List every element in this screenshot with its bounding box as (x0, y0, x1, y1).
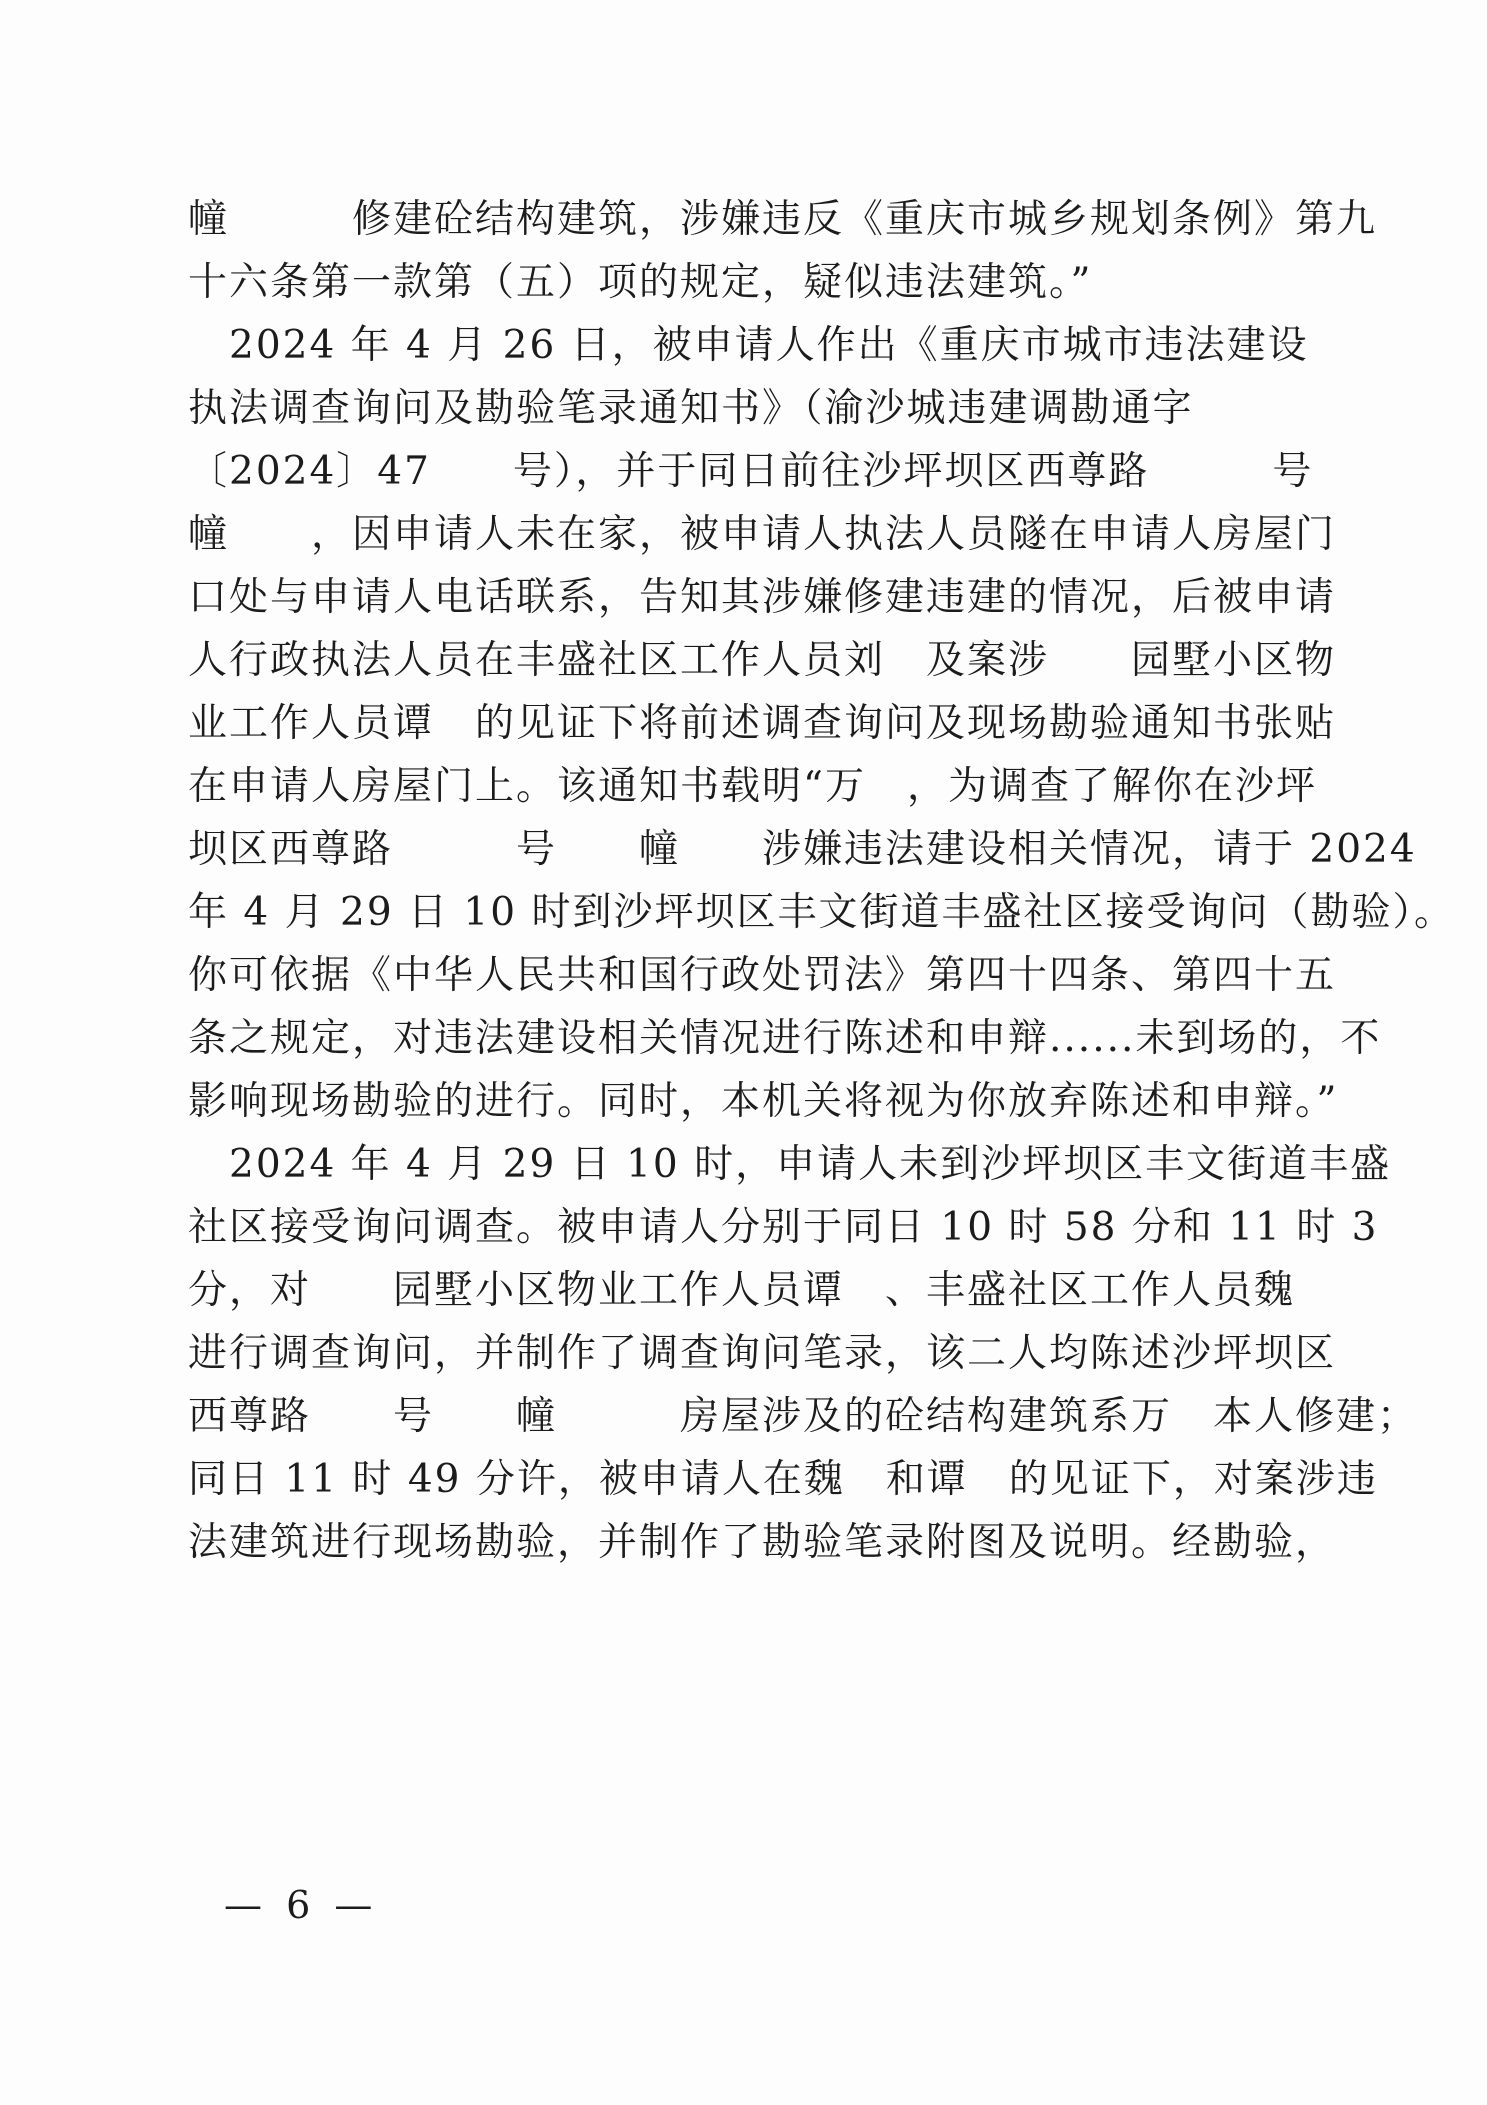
text-line: 2024 年 4 月 26 日，被申请人作出《重庆市城市违法建设 (188, 323, 1309, 368)
text-line: 坝区西尊路 号 幢 涉嫌违法建设相关情况，请于 2024 (188, 827, 1417, 872)
text-line: 年 4 月 29 日 10 时到沙坪坝区丰文街道丰盛社区接受询问（勘验）。 (188, 890, 1455, 935)
text-line: 业工作人员谭 的见证下将前述调查询问及现场勘验通知书张贴 (188, 701, 1337, 746)
text-line: 法建筑进行现场勘验，并制作了勘验笔录附图及说明。经勘验， (188, 1520, 1337, 1565)
text-line: 西尊路 号 幢 房屋涉及的砼结构建筑系万 本人修建； (188, 1394, 1419, 1439)
text-line: 执法调查询问及勘验笔录通知书》（渝沙城违建调勘通字 (188, 386, 1194, 431)
text-line: 社区接受询问调查。被申请人分别于同日 10 时 58 分和 11 时 3 (188, 1205, 1379, 1250)
text-line: 幢 ，因申请人未在家，被申请人执法人员隧在申请人房屋门 (188, 512, 1337, 557)
text-line: 进行调查询问，并制作了调查询问笔录，该二人均陈述沙坪坝区 (188, 1331, 1337, 1376)
text-line: 同日 11 时 49 分许，被申请人在魏 和谭 的见证下，对案涉违 (188, 1457, 1378, 1502)
text-line: 幢 修建砼结构建筑，涉嫌违反《重庆市城乡规划条例》第九 (188, 197, 1378, 242)
text-line: 影响现场勘验的进行。同时，本机关将视为你放弃陈述和申辩。” (188, 1079, 1339, 1124)
text-line: 人行政执法人员在丰盛社区工作人员刘 及案涉 园墅小区物 (188, 638, 1337, 683)
text-line: 条之规定，对违法建设相关情况进行陈述和申辩......未到场的，不 (188, 1016, 1382, 1061)
text-line: 2024 年 4 月 29 日 10 时，申请人未到沙坪坝区丰文街道丰盛 (188, 1142, 1392, 1187)
page-number: — 6 — (224, 1883, 379, 1927)
text-line: 〔2024〕47 号），并于同日前往沙坪坝区西尊路 号 (188, 449, 1314, 494)
text-line: 分，对 园墅小区物业工作人员谭 、丰盛社区工作人员魏 (188, 1268, 1296, 1313)
text-line: 十六条第一款第（五）项的规定，疑似违法建筑。” (188, 260, 1093, 305)
text-line: 你可依据《中华人民共和国行政处罚法》第四十四条、第四十五 (188, 953, 1337, 998)
text-line: 在申请人房屋门上。该通知书载明“万 ，为调查了解你在沙坪 (188, 764, 1317, 809)
text-line: 口处与申请人电话联系，告知其涉嫌修建违建的情况，后被申请 (188, 575, 1337, 620)
